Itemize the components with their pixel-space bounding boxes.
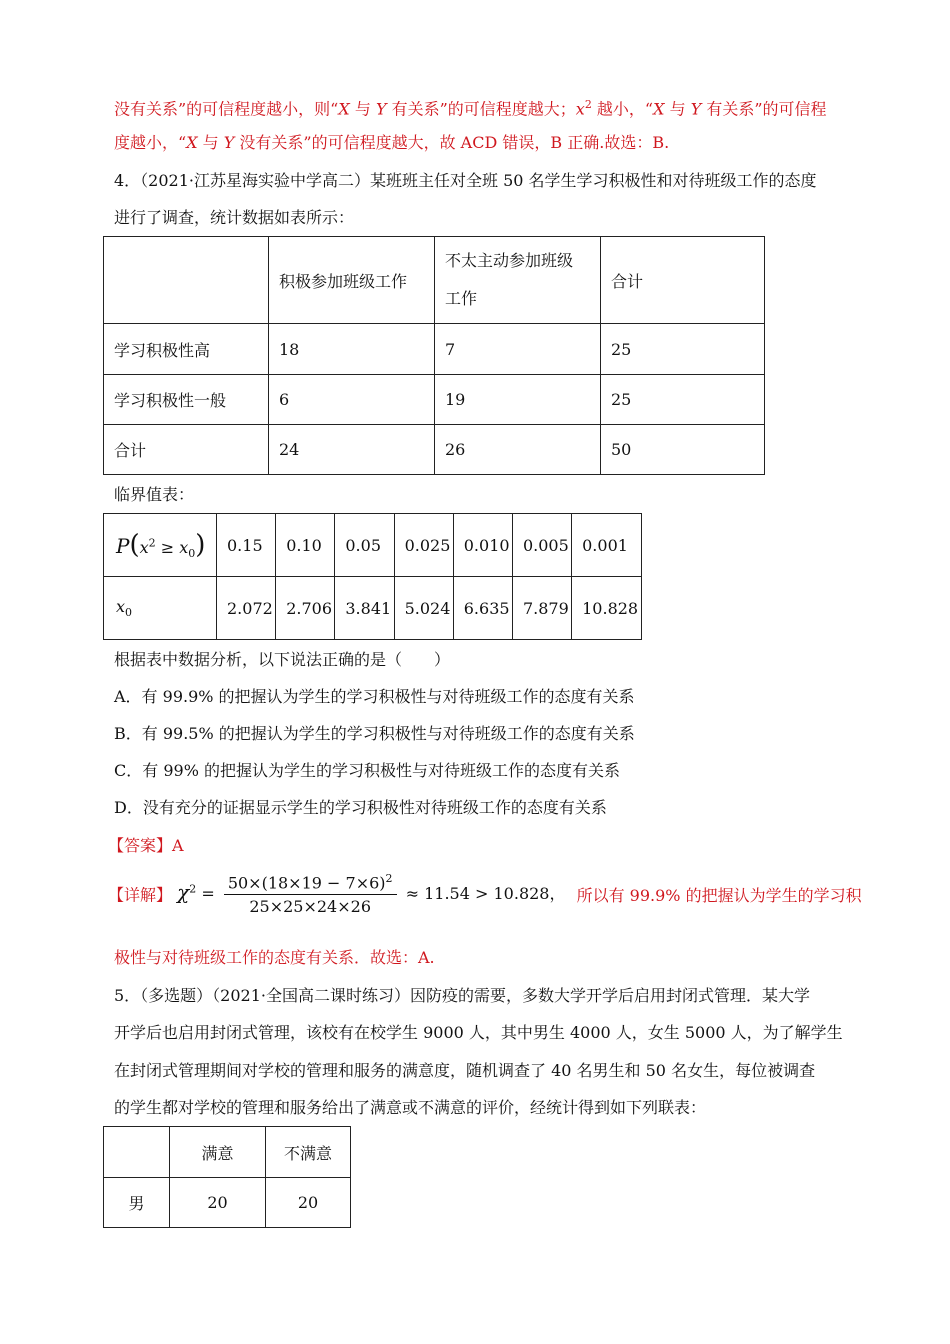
table-cell	[435, 237, 601, 324]
table-cell	[104, 237, 269, 324]
text: X	[338, 99, 350, 119]
table-cell: 6.635	[453, 577, 512, 640]
text: X	[186, 133, 198, 152]
text: Y	[223, 133, 235, 152]
table-cell: 0.005	[512, 514, 571, 577]
table-cell: 2.072	[217, 577, 276, 640]
table-cell: 7.879	[512, 577, 571, 640]
q4-stem-2: 进行了调查，统计数据如表所示：	[114, 208, 355, 227]
table-cell: 10.828	[572, 577, 642, 640]
table-cell: 26	[435, 425, 601, 475]
q4-stem-1: 4．（2021·江苏星海实验中学高二）某班班主任对全班 50 名学生学习积极性和对待班级工作的态度	[114, 171, 817, 190]
table-cell: 满意	[170, 1127, 266, 1178]
table-row	[104, 1178, 351, 1228]
solution-line-1	[108, 872, 862, 916]
text: 没有关系”的可信程度越大，故 ACD 错误，B 正确.故选：B.	[234, 133, 670, 152]
text: X	[653, 99, 665, 119]
text: =	[196, 883, 220, 903]
text: χ	[177, 879, 190, 904]
critical-table-label: 临界值表：	[114, 485, 195, 504]
table-cell: 20	[266, 1178, 351, 1228]
table-cell: 合计	[104, 425, 269, 475]
table-row	[104, 577, 642, 640]
text: 不太主动参加班级	[445, 251, 574, 270]
text: x	[116, 596, 126, 616]
table-cell: 5.024	[394, 577, 453, 640]
text: P	[116, 533, 130, 558]
option-a: A．有 99.9% 的把握认为学生的学习积极性与对待班级工作的态度有关系	[114, 687, 635, 706]
text: 50×(18×19 − 7×6)	[227, 873, 386, 893]
text: 2	[148, 536, 156, 550]
table-cell: 0.10	[276, 514, 335, 577]
text: 越小，“	[591, 99, 654, 119]
table-row	[104, 425, 765, 475]
table-cell: 0.025	[394, 514, 453, 577]
table-cell: 24	[269, 425, 435, 475]
table-cell: 7	[435, 324, 601, 375]
text: 工作	[445, 289, 478, 308]
text: x	[575, 99, 585, 119]
table-cell: 积极参加班级工作	[269, 237, 435, 324]
text: 有关系”的可信程度越大；	[386, 99, 576, 119]
table-cell: 不满意	[266, 1127, 351, 1178]
probability-label: $P(x^2 \ge x_0)$	[104, 514, 217, 577]
text: 没有关系”的可信程度越小，则“	[114, 99, 339, 119]
attitude-table	[103, 236, 765, 475]
table-cell: 20	[170, 1178, 266, 1228]
q4-question: 根据表中数据分析，以下说法正确的是（ ）	[114, 650, 451, 669]
numerator	[224, 872, 397, 895]
table-cell: 6	[269, 375, 435, 425]
table-header-row	[104, 237, 765, 324]
text: 有关系”的可信程	[701, 99, 827, 119]
text: ≥	[160, 537, 175, 557]
text: 所以有 99.9% 的把握认为学生的学习积	[576, 885, 862, 905]
table-cell: 0.05	[335, 514, 394, 577]
text: 0	[188, 547, 196, 561]
table-row	[104, 324, 765, 375]
table-cell: 0.010	[453, 514, 512, 577]
option-d: D．没有充分的证据显示学生的学习积极性对待班级工作的态度有关系	[114, 798, 607, 817]
table-cell: 学习积极性高	[104, 324, 269, 375]
table-cell: 18	[269, 324, 435, 375]
table-cell: 50	[601, 425, 765, 475]
text: ≈ 11.54 > 10.828，	[400, 883, 566, 903]
answer: 【答案】A	[108, 836, 184, 855]
table-cell: 学习积极性一般	[104, 375, 269, 425]
table-cell	[104, 1127, 170, 1178]
table-cell: 3.841	[335, 577, 394, 640]
table-cell: 2.706	[276, 577, 335, 640]
solution-line-2: 极性与对待班级工作的态度有关系．故选：A.	[114, 948, 435, 967]
detail-label: 【详解】	[108, 885, 173, 905]
q5-line-3: 在封闭式管理期间对学校的管理和服务的满意度，随机调查了 40 名男生和 50 名女生，每位被调查	[114, 1061, 816, 1080]
intro-line-2	[114, 132, 669, 154]
denominator: 25×25×24×26	[249, 897, 371, 917]
table-cell: 19	[435, 375, 601, 425]
text: x	[179, 537, 189, 557]
table-cell: 男	[104, 1178, 170, 1228]
text: 与	[664, 99, 691, 119]
intro-line-1	[114, 94, 827, 120]
table-cell: 合计	[601, 237, 765, 324]
table-cell: 0.001	[572, 514, 642, 577]
q5-line-1: 5．（多选题）（2021·全国高二课时练习）因防疫的需要，多数大学开学后启用封闭式管理．某大学	[114, 986, 810, 1005]
text: 2	[385, 872, 393, 885]
x0-label	[104, 577, 217, 640]
table-row	[104, 375, 765, 425]
text: 与	[197, 133, 224, 152]
option-b: B．有 99.5% 的把握认为学生的学习积极性与对待班级工作的态度有关系	[114, 724, 635, 743]
text: 度越小，“	[114, 133, 187, 152]
table-cell: 25	[601, 375, 765, 425]
critical-value-table	[103, 513, 642, 640]
text: Y	[690, 99, 702, 119]
q5-line-2: 开学后也启用封闭式管理，该校有在校学生 9000 人，其中男生 4000 人，女生 5000 人，为了解学生	[114, 1023, 843, 1042]
table-row	[104, 514, 642, 577]
q5-line-4: 的学生都对学校的管理和服务给出了满意或不满意的评价，经统计得到如下列联表：	[114, 1098, 707, 1117]
option-c: C．有 99% 的把握认为学生的学习积极性与对待班级工作的态度有关系	[114, 761, 620, 780]
table-cell: 25	[601, 324, 765, 375]
text: 与	[349, 99, 376, 119]
text: 2	[584, 98, 592, 111]
text: Y	[375, 99, 387, 119]
text: 0	[125, 606, 133, 620]
text: x	[139, 537, 149, 557]
text: 2	[189, 882, 197, 896]
fraction	[224, 872, 397, 916]
table-cell: 0.15	[217, 514, 276, 577]
table-header-row	[104, 1127, 351, 1178]
satisfaction-table	[103, 1126, 351, 1228]
